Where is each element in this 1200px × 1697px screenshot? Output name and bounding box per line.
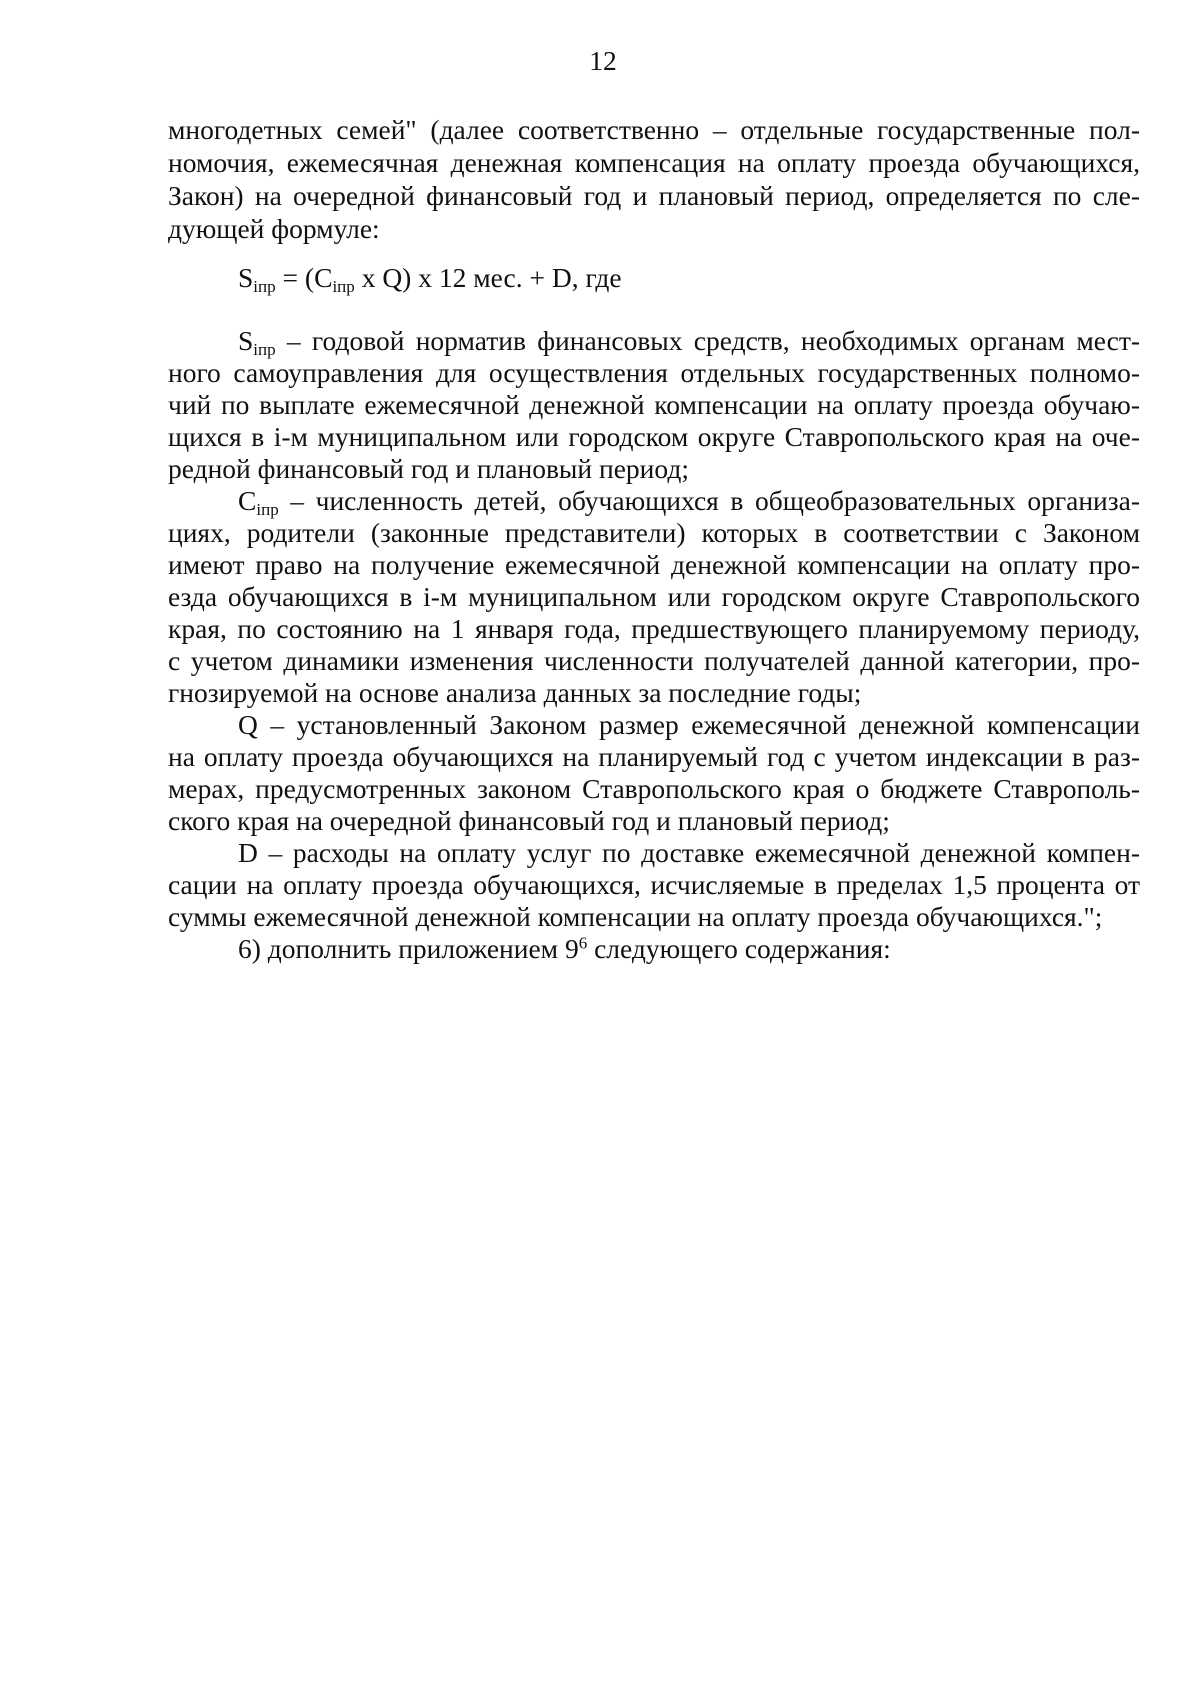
definition-q-first-line: Q – установленный Законом размер ежемесячной денежной компенсации — [238, 709, 1140, 740]
definition-c-subscript: iпр — [256, 499, 279, 519]
intro-line: номочия, ежемесячная денежная компенсация на оплату проезда обучающихся, — [168, 147, 1140, 178]
definition-c-line: циях, родители (законные представители) которых в соответствии с Законом — [168, 517, 1140, 548]
item-6-text: 6) дополнить приложением 9 — [238, 933, 579, 964]
definition-q-line: мерах, предусмотренных законом Ставропольского края о бюджете Ставрополь- — [168, 773, 1140, 804]
definition-d-first-line: D – расходы на оплату услуг по доставке ежемесячной денежной компен- — [238, 837, 1140, 868]
definition-c-symbol: C — [238, 485, 257, 516]
definition-c-line: езда обучающихся в i-м муниципальном или городском округе Ставропольского — [168, 581, 1140, 612]
definition-c-first-line — [238, 485, 1140, 517]
item-6-text-end: следующего содержания: — [587, 933, 891, 964]
intro-line: многодетных семей" (далее соответственно – отдельные государственные пол- — [168, 114, 1140, 145]
formula-mid: = (C — [275, 262, 333, 293]
definition-s-text: – годовой норматив финансовых средств, необходимых органам мест- — [275, 325, 1140, 356]
formula-s: S — [238, 262, 254, 293]
definition-c-line: имеют право на получение ежемесячной денежной компенсации на оплату про- — [168, 549, 1140, 580]
formula — [238, 262, 622, 294]
definition-d-line: сации на оплату проезда обучающихся, исчисляемые в пределах 1,5 процента от — [168, 869, 1140, 900]
definition-c-line: гнозируемой на основе анализа данных за последние годы; — [168, 677, 862, 708]
definition-c-text: – численность детей, обучающихся в общеобразовательных организа- — [278, 485, 1140, 516]
definition-c-line: с учетом динамики изменения численности получателей данной категории, про- — [168, 645, 1140, 676]
definition-s-line: чий по выплате ежемесячной денежной компенсации на оплату проезда обучаю- — [168, 389, 1140, 420]
definition-q-line: ского края на очередной финансовый год и плановый период; — [168, 805, 890, 836]
definition-d-line: суммы ежемесячной денежной компенсации на оплату проезда обучающихся."; — [168, 901, 1103, 932]
formula-rest: x Q) x 12 мес. + D, где — [354, 262, 622, 293]
item-6-superscript: 6 — [578, 933, 588, 953]
definition-s-line: щихся в i-м муниципальном или городском округе Ставропольского края на оче- — [168, 421, 1140, 452]
formula-c-subscript: iпр — [332, 276, 355, 296]
definition-s-line: ного самоуправления для осуществления отдельных государственных полномо- — [168, 357, 1140, 388]
definition-s-line: редной финансовый год и плановый период; — [168, 453, 689, 484]
page-number: 12 — [589, 45, 617, 76]
definition-s-first-line — [238, 325, 1140, 357]
formula-s-subscript: iпр — [253, 276, 276, 296]
definition-q-line: на оплату проезда обучающихся на планируемый год с учетом индексации в раз- — [168, 741, 1140, 772]
item-6-line — [238, 933, 1140, 965]
intro-line: Закон) на очередной финансовый год и плановый период, определяется по сле- — [168, 180, 1140, 211]
definition-s-subscript: iпр — [253, 339, 276, 359]
definition-c-line: края, по состоянию на 1 января года, предшествующего планируемому периоду, — [168, 613, 1140, 644]
definition-s-symbol: S — [238, 325, 254, 356]
intro-line: дующей формуле: — [168, 213, 380, 244]
